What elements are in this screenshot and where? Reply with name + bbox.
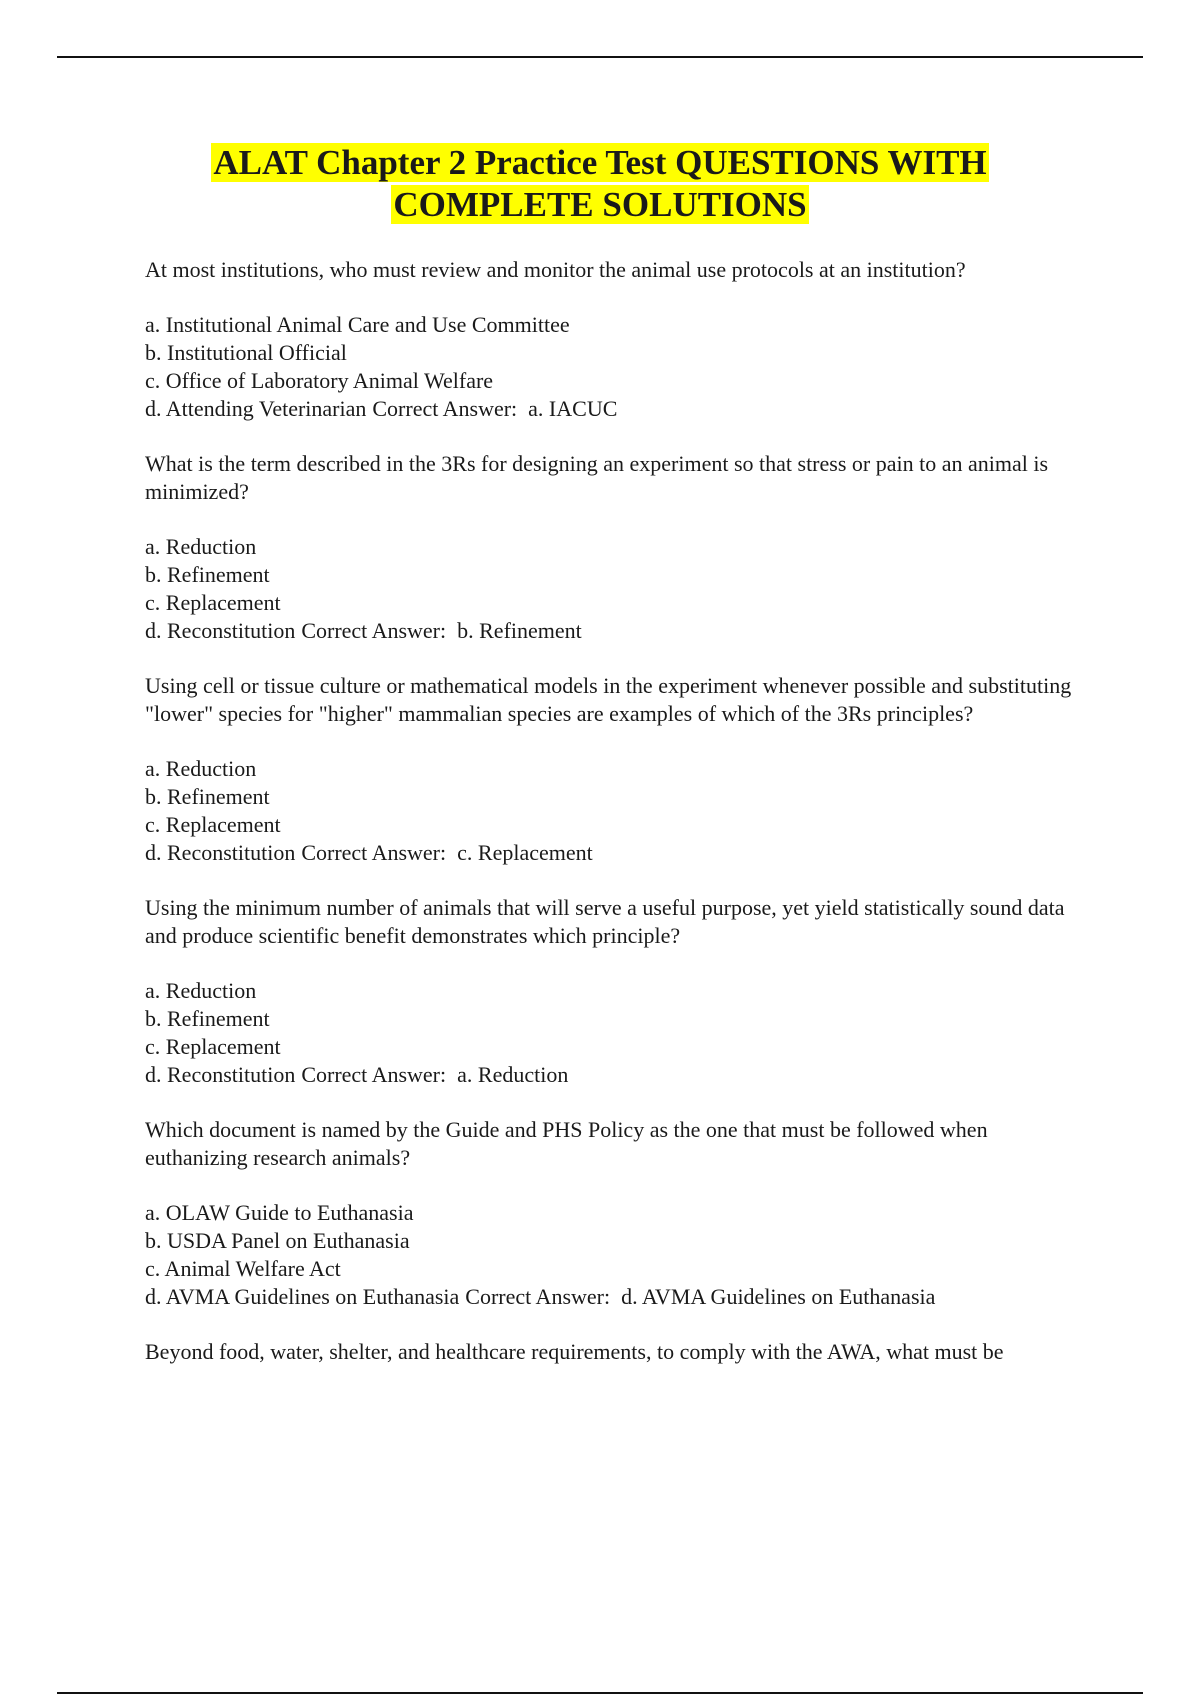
option-c: c. Replacement (145, 812, 281, 837)
option-d-with-answer (145, 617, 1080, 645)
option-b: b. Institutional Official (145, 340, 347, 365)
correct-answer-label: Correct Answer: (465, 1284, 611, 1309)
option-c: c. Animal Welfare Act (145, 1256, 341, 1281)
option-d: d. Reconstitution (145, 840, 296, 865)
option-b: b. Refinement (145, 1006, 270, 1031)
trailing-question-text: Beyond food, water, shelter, and healthcare requirements, to comply with the AWA, what must be (145, 1339, 1004, 1364)
question-text: At most institutions, who must review and monitor the animal use protocols at an institution? (145, 257, 966, 282)
question-block-5 (145, 1116, 1080, 1311)
option-d-with-answer (145, 1061, 1080, 1089)
option-list (145, 311, 1080, 423)
option-c: c. Replacement (145, 1034, 281, 1059)
option-list (145, 755, 1080, 867)
correct-answer: a. Reduction (457, 1062, 569, 1087)
top-divider (57, 56, 1143, 58)
question-block-1 (145, 256, 1080, 423)
option-d-with-answer (145, 1283, 1080, 1311)
correct-answer: a. IACUC (528, 396, 618, 421)
question-text: Which document is named by the Guide and PHS Policy as the one that must be followed when euthanizing research animals? (145, 1117, 988, 1170)
option-a: a. OLAW Guide to Euthanasia (145, 1200, 414, 1225)
option-b: b. USDA Panel on Euthanasia (145, 1228, 410, 1253)
option-b: b. Refinement (145, 562, 270, 587)
option-a: a. Reduction (145, 534, 257, 559)
option-d-with-answer (145, 395, 1080, 423)
bottom-divider (57, 1692, 1143, 1694)
question-text: Using the minimum number of animals that will serve a useful purpose, yet yield statistically sound data and produce scientific benefit demonstrates which principle? (145, 895, 1065, 948)
question-text: Using cell or tissue culture or mathematical models in the experiment whenever possible and substituting "lower" species for "higher" mammalian species are examples of which of the 3Rs principles? (145, 673, 1072, 726)
question-block-3 (145, 672, 1080, 867)
correct-answer-label: Correct Answer: (301, 618, 447, 643)
option-list (145, 977, 1080, 1089)
option-a: a. Reduction (145, 978, 257, 1003)
question-block-4 (145, 894, 1080, 1089)
correct-answer: b. Refinement (457, 618, 582, 643)
option-d: d. Reconstitution (145, 618, 296, 643)
option-d: d. Reconstitution (145, 1062, 296, 1087)
title-line-1: ALAT Chapter 2 Practice Test QUESTIONS WITH (213, 143, 987, 182)
option-list (145, 533, 1080, 645)
correct-answer-label: Correct Answer: (301, 840, 447, 865)
option-d-with-answer (145, 839, 1080, 867)
question-block-2 (145, 450, 1080, 645)
correct-answer: c. Replacement (457, 840, 593, 865)
option-c: c. Office of Laboratory Animal Welfare (145, 368, 494, 393)
correct-answer-label: Correct Answer: (372, 396, 518, 421)
document-title (0, 142, 1200, 226)
option-c: c. Replacement (145, 590, 281, 615)
questions-container (145, 256, 1080, 1393)
correct-answer: d. AVMA Guidelines on Euthanasia (621, 1284, 936, 1309)
question-text: What is the term described in the 3Rs for designing an experiment so that stress or pain to an animal is minimized? (145, 451, 1049, 504)
option-d: d. AVMA Guidelines on Euthanasia (145, 1284, 460, 1309)
option-a: a. Reduction (145, 756, 257, 781)
option-a: a. Institutional Animal Care and Use Committee (145, 312, 570, 337)
option-list (145, 1199, 1080, 1311)
option-d: d. Attending Veterinarian (145, 396, 367, 421)
title-line-2: COMPLETE SOLUTIONS (393, 185, 807, 224)
correct-answer-label: Correct Answer: (301, 1062, 447, 1087)
option-b: b. Refinement (145, 784, 270, 809)
